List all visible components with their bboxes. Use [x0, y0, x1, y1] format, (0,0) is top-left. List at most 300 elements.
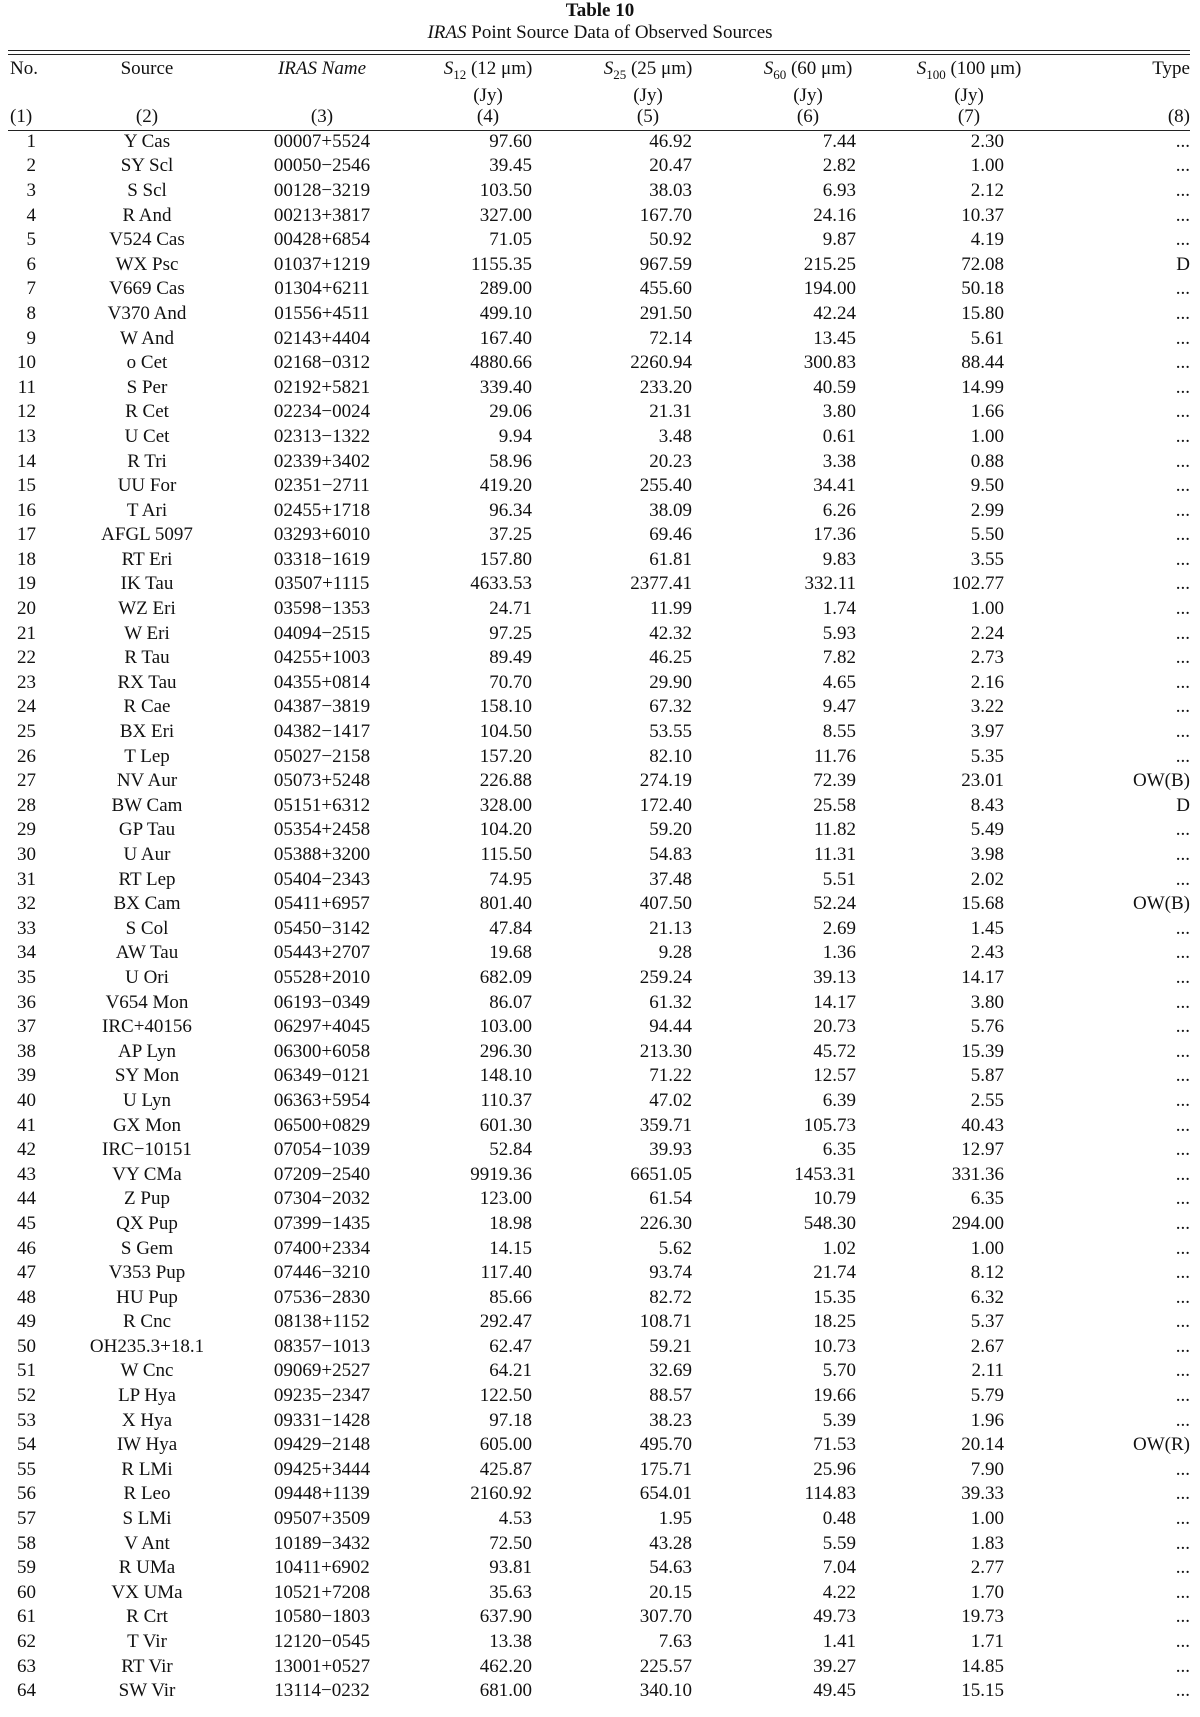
table-row — [8, 474, 1190, 499]
colnum-7: (7) — [957, 105, 981, 127]
cell-no: 63 — [17, 1655, 36, 1677]
cell-s60: 39.13 — [813, 966, 856, 988]
cell-s12: 4880.66 — [470, 352, 532, 374]
cell-s100: 2.30 — [970, 130, 1004, 152]
cell-no: 19 — [17, 573, 36, 595]
cell-no: 61 — [17, 1606, 36, 1628]
table-row — [8, 302, 1190, 327]
cell-s25: 29.90 — [649, 671, 692, 693]
cell-s25: 61.54 — [649, 1188, 692, 1210]
cell-s12: 682.09 — [479, 966, 532, 988]
table-row — [8, 1532, 1190, 1557]
header-s12-band: (12 μm) — [466, 58, 533, 79]
cell-type: ... — [1175, 1114, 1190, 1136]
cell-s25: 72.14 — [649, 327, 692, 349]
header-s12-symbol: S — [443, 58, 454, 79]
cell-s12: 89.49 — [489, 647, 532, 669]
cell-s12: 167.40 — [479, 327, 532, 349]
cell-s12: 64.21 — [489, 1360, 532, 1382]
top-rule-second — [8, 54, 1190, 55]
cell-iras-name: 13001+0527 — [273, 1655, 371, 1677]
cell-no: 39 — [17, 1065, 36, 1087]
cell-s12: 97.25 — [489, 622, 532, 644]
cell-no: 44 — [17, 1188, 36, 1210]
cell-iras-name: 00213+3817 — [273, 204, 371, 226]
cell-source: UU For — [117, 475, 177, 497]
cell-source: R Tau — [124, 647, 170, 669]
cell-source: V Ant — [124, 1532, 170, 1554]
cell-s60: 19.66 — [813, 1385, 856, 1407]
cell-s25: 50.92 — [649, 229, 692, 251]
cell-type: ... — [1175, 696, 1190, 718]
header-s12-sub: 12 — [453, 66, 467, 82]
cell-source: S LMi — [122, 1508, 172, 1530]
cell-s100: 12.97 — [961, 1139, 1004, 1161]
cell-source: V524 Cas — [109, 229, 185, 251]
cell-s25: 32.69 — [649, 1360, 692, 1382]
cell-s25: 340.10 — [639, 1680, 692, 1702]
cell-source: WZ Eri — [118, 598, 176, 620]
cell-iras-name: 10521+7208 — [273, 1581, 371, 1603]
header-s60-sub: 60 — [773, 66, 787, 82]
colnum-8: (8) — [1167, 105, 1190, 127]
table-row — [8, 1581, 1190, 1606]
cell-no: 38 — [17, 1040, 36, 1062]
cell-iras-name: 08138+1152 — [274, 1311, 370, 1333]
cell-type: ... — [1175, 130, 1190, 152]
cell-no: 14 — [17, 450, 36, 472]
cell-s60: 114.83 — [804, 1483, 856, 1505]
cell-type: ... — [1175, 1508, 1190, 1530]
table-row — [8, 327, 1190, 352]
cell-source: V654 Mon — [105, 991, 189, 1013]
header-row — [8, 58, 1190, 106]
cell-source: R Cet — [125, 401, 169, 423]
cell-s12: 292.47 — [479, 1311, 532, 1333]
cell-no: 41 — [17, 1114, 36, 1136]
table-row — [8, 1507, 1190, 1532]
cell-source: BX Eri — [119, 721, 175, 743]
cell-iras-name: 05411+6957 — [274, 893, 370, 915]
cell-s60: 1.02 — [822, 1237, 856, 1259]
table-row — [8, 1384, 1190, 1409]
cell-type: ... — [1175, 622, 1190, 644]
cell-no: 31 — [17, 868, 36, 890]
table-row — [8, 1015, 1190, 1040]
cell-s12: 419.20 — [479, 475, 532, 497]
cell-type: ... — [1175, 573, 1190, 595]
cell-s12: 1155.35 — [470, 253, 532, 275]
cell-s100: 14.99 — [961, 376, 1004, 398]
table-row — [8, 130, 1190, 155]
cell-iras-name: 05443+2707 — [273, 942, 371, 964]
cell-s25: 38.23 — [649, 1409, 692, 1431]
cell-s25: 291.50 — [639, 302, 692, 324]
cell-iras-name: 07400+2334 — [273, 1237, 371, 1259]
cell-s12: 29.06 — [489, 401, 532, 423]
cell-iras-name: 05528+2010 — [273, 966, 371, 988]
cell-iras-name: 04387−3819 — [273, 696, 371, 718]
cell-type: ... — [1175, 721, 1190, 743]
cell-type: ... — [1175, 1458, 1190, 1480]
table-row — [8, 523, 1190, 548]
cell-s100: 10.37 — [961, 204, 1004, 226]
cell-source: U Ori — [125, 966, 169, 988]
cell-source: o Cet — [126, 352, 168, 374]
cell-s100: 102.77 — [951, 573, 1004, 595]
cell-no: 48 — [17, 1286, 36, 1308]
cell-type: ... — [1175, 1163, 1190, 1185]
cell-type: ... — [1175, 844, 1190, 866]
header-s60 — [728, 58, 888, 106]
cell-s25: 82.10 — [649, 745, 692, 767]
cell-s12: 637.90 — [479, 1606, 532, 1628]
cell-source: WX Psc — [115, 253, 179, 275]
cell-no: 21 — [17, 622, 36, 644]
cell-no: 9 — [26, 327, 36, 349]
table-row — [8, 1114, 1190, 1139]
cell-source: S Per — [126, 376, 168, 398]
cell-s25: 20.23 — [649, 450, 692, 472]
cell-no: 64 — [17, 1680, 36, 1702]
cell-s12: 96.34 — [489, 499, 532, 521]
cell-no: 8 — [26, 302, 36, 324]
cell-no: 55 — [17, 1458, 36, 1480]
cell-type: ... — [1175, 745, 1190, 767]
table-row — [8, 892, 1190, 917]
cell-iras-name: 06500+0829 — [273, 1114, 371, 1136]
cell-s100: 1.00 — [970, 1508, 1004, 1530]
cell-s25: 47.02 — [649, 1089, 692, 1111]
cell-s60: 6.93 — [822, 179, 856, 201]
cell-s25: 407.50 — [639, 893, 692, 915]
cell-s100: 15.39 — [961, 1040, 1004, 1062]
cell-s25: 38.03 — [649, 179, 692, 201]
cell-s60: 5.51 — [822, 868, 856, 890]
cell-iras-name: 09429−2148 — [273, 1434, 371, 1456]
table-row — [8, 400, 1190, 425]
cell-s100: 5.76 — [970, 1016, 1004, 1038]
cell-type: ... — [1175, 1286, 1190, 1308]
cell-no: 15 — [17, 475, 36, 497]
cell-s60: 8.55 — [822, 721, 856, 743]
cell-no: 3 — [26, 179, 36, 201]
cell-s25: 9.28 — [658, 942, 692, 964]
table-row — [8, 1655, 1190, 1680]
cell-s100: 9.50 — [970, 475, 1004, 497]
cell-source: R And — [122, 204, 172, 226]
cell-s100: 1.96 — [970, 1409, 1004, 1431]
cell-type: ... — [1175, 179, 1190, 201]
cell-type: ... — [1175, 1680, 1190, 1702]
cell-s60: 10.73 — [813, 1335, 856, 1357]
table-row — [8, 966, 1190, 991]
cell-no: 51 — [17, 1360, 36, 1382]
header-s60-symbol: S — [763, 58, 774, 79]
cell-s60: 5.93 — [822, 622, 856, 644]
cell-s100: 2.99 — [970, 499, 1004, 521]
table-row — [8, 991, 1190, 1016]
cell-source: T Ari — [126, 499, 168, 521]
table-row — [8, 868, 1190, 893]
cell-iras-name: 09448+1139 — [274, 1483, 370, 1505]
cell-s12: 328.00 — [479, 794, 532, 816]
cell-iras-name: 10189−3432 — [273, 1532, 371, 1554]
cell-s25: 495.70 — [639, 1434, 692, 1456]
cell-s60: 105.73 — [803, 1114, 856, 1136]
cell-s60: 1.36 — [822, 942, 856, 964]
cell-s60: 9.47 — [822, 696, 856, 718]
cell-s60: 11.76 — [813, 745, 856, 767]
cell-s100: 8.43 — [970, 794, 1004, 816]
cell-s100: 5.87 — [970, 1065, 1004, 1087]
table-row — [8, 622, 1190, 647]
colnum-1: (1) — [10, 105, 33, 127]
cell-s25: 59.21 — [649, 1335, 692, 1357]
cell-s12: 801.40 — [479, 893, 532, 915]
cell-iras-name: 07054−1039 — [273, 1139, 371, 1161]
cell-s60: 1453.31 — [794, 1163, 856, 1185]
cell-iras-name: 04255+1003 — [273, 647, 371, 669]
cell-s25: 61.32 — [649, 991, 692, 1013]
cell-s25: 46.92 — [649, 130, 692, 152]
cell-no: 24 — [17, 696, 36, 718]
cell-iras-name: 06193−0349 — [273, 991, 371, 1013]
cell-s12: 18.98 — [489, 1212, 532, 1234]
cell-iras-name: 07446−3210 — [273, 1262, 371, 1284]
cell-iras-name: 05151+6312 — [273, 794, 371, 816]
cell-no: 17 — [17, 524, 36, 546]
cell-s25: 225.57 — [639, 1655, 692, 1677]
header-s25-band: (25 μm) — [626, 58, 693, 79]
table-row — [8, 572, 1190, 597]
cell-iras-name: 00007+5524 — [273, 130, 371, 152]
cell-s60: 34.41 — [813, 475, 856, 497]
column-number-row — [8, 106, 1190, 130]
cell-no: 18 — [17, 548, 36, 570]
cell-s100: 15.80 — [961, 302, 1004, 324]
cell-s12: 35.63 — [489, 1581, 532, 1603]
cell-type: ... — [1175, 1065, 1190, 1087]
cell-type: ... — [1175, 155, 1190, 177]
cell-iras-name: 05027−2158 — [273, 745, 371, 767]
cell-type: OW(R) — [1133, 1434, 1190, 1456]
table-title-italic: IRAS — [427, 22, 467, 43]
cell-type: ... — [1175, 1385, 1190, 1407]
cell-source: R Crt — [126, 1606, 168, 1628]
table-row — [8, 1212, 1190, 1237]
cell-s60: 0.48 — [822, 1508, 856, 1530]
cell-type: ... — [1175, 499, 1190, 521]
cell-source: W And — [119, 327, 174, 349]
cell-no: 46 — [17, 1237, 36, 1259]
cell-no: 16 — [17, 499, 36, 521]
table-row — [8, 794, 1190, 819]
cell-s100: 1.66 — [970, 401, 1004, 423]
cell-s60: 332.11 — [804, 573, 856, 595]
cell-s60: 13.45 — [813, 327, 856, 349]
cell-s60: 4.65 — [822, 671, 856, 693]
cell-s25: 108.71 — [639, 1311, 692, 1333]
cell-type: OW(B) — [1133, 770, 1190, 792]
cell-s60: 4.22 — [822, 1581, 856, 1603]
cell-type: ... — [1175, 1557, 1190, 1579]
cell-s60: 49.45 — [813, 1680, 856, 1702]
cell-iras-name: 05450−3142 — [273, 917, 371, 939]
cell-iras-name: 02339+3402 — [273, 450, 371, 472]
cell-s25: 5.62 — [658, 1237, 692, 1259]
cell-s60: 72.39 — [813, 770, 856, 792]
header-iras-name — [236, 58, 408, 106]
cell-iras-name: 03293+6010 — [273, 524, 371, 546]
cell-s25: 43.28 — [649, 1532, 692, 1554]
cell-s12: 93.81 — [489, 1557, 532, 1579]
cell-s100: 1.45 — [970, 917, 1004, 939]
cell-s25: 6651.05 — [630, 1163, 692, 1185]
cell-no: 47 — [17, 1262, 36, 1284]
cell-s100: 5.35 — [970, 745, 1004, 767]
cell-type: D — [1176, 794, 1190, 816]
header-s100-sub: 100 — [926, 66, 946, 82]
cell-s25: 71.22 — [649, 1065, 692, 1087]
cell-s25: 175.71 — [639, 1458, 692, 1480]
cell-source: S Scl — [127, 179, 167, 201]
cell-s25: 7.63 — [658, 1631, 692, 1653]
cell-s60: 7.82 — [822, 647, 856, 669]
iras-data-table — [8, 58, 1190, 1704]
cell-s25: 2377.41 — [630, 573, 692, 595]
cell-s12: 85.66 — [489, 1286, 532, 1308]
table-row — [8, 941, 1190, 966]
cell-s60: 5.39 — [822, 1409, 856, 1431]
cell-s60: 548.30 — [803, 1212, 856, 1234]
cell-no: 7 — [26, 278, 36, 300]
cell-s60: 40.59 — [813, 376, 856, 398]
table-label: Table 10 — [565, 0, 635, 21]
cell-s60: 10.79 — [813, 1188, 856, 1210]
cell-s60: 45.72 — [813, 1040, 856, 1062]
cell-type: ... — [1175, 868, 1190, 890]
cell-s100: 2.55 — [970, 1089, 1004, 1111]
cell-s100: 1.83 — [970, 1532, 1004, 1554]
table-row — [8, 1482, 1190, 1507]
cell-type: ... — [1175, 1532, 1190, 1554]
cell-iras-name: 07536−2830 — [273, 1286, 371, 1308]
table-row — [8, 499, 1190, 524]
cell-s100: 3.97 — [970, 721, 1004, 743]
cell-s12: 97.60 — [489, 130, 532, 152]
cell-type: ... — [1175, 942, 1190, 964]
cell-iras-name: 09507+3509 — [273, 1508, 371, 1530]
cell-s12: 74.95 — [489, 868, 532, 890]
table-title — [0, 22, 1200, 44]
table-row — [8, 1605, 1190, 1630]
cell-s60: 21.74 — [813, 1262, 856, 1284]
cell-type: ... — [1175, 1360, 1190, 1382]
cell-iras-name: 02234−0024 — [273, 401, 371, 423]
cell-no: 56 — [17, 1483, 36, 1505]
cell-s60: 9.83 — [822, 548, 856, 570]
table-row — [8, 720, 1190, 745]
cell-source: IRC+40156 — [102, 1016, 192, 1038]
cell-s12: 289.00 — [479, 278, 532, 300]
cell-s25: 226.30 — [639, 1212, 692, 1234]
cell-type: ... — [1175, 548, 1190, 570]
cell-type: ... — [1175, 966, 1190, 988]
cell-iras-name: 02455+1718 — [273, 499, 371, 521]
cell-s100: 0.88 — [970, 450, 1004, 472]
table-row — [8, 843, 1190, 868]
header-s25-sub: 25 — [613, 66, 627, 82]
cell-source: R Leo — [123, 1483, 171, 1505]
table-row — [8, 425, 1190, 450]
cell-iras-name: 06363+5954 — [273, 1089, 371, 1111]
cell-s25: 42.32 — [649, 622, 692, 644]
cell-s12: 115.50 — [480, 844, 532, 866]
cell-s60: 15.35 — [813, 1286, 856, 1308]
colnum-2: (2) — [135, 105, 159, 127]
cell-source: IK Tau — [120, 573, 174, 595]
cell-s25: 167.70 — [639, 204, 692, 226]
cell-s60: 6.26 — [822, 499, 856, 521]
cell-source: W Cnc — [120, 1360, 174, 1382]
cell-s25: 259.24 — [639, 966, 692, 988]
cell-s12: 158.10 — [479, 696, 532, 718]
cell-s100: 331.36 — [951, 1163, 1004, 1185]
cell-s12: 425.87 — [479, 1458, 532, 1480]
cell-type: ... — [1175, 1139, 1190, 1161]
cell-s25: 3.48 — [658, 425, 692, 447]
cell-source: R UMa — [118, 1557, 176, 1579]
cell-s12: 327.00 — [479, 204, 532, 226]
table-row — [8, 818, 1190, 843]
cell-iras-name: 09069+2527 — [273, 1360, 371, 1382]
cell-s12: 86.07 — [489, 991, 532, 1013]
cell-source: RT Lep — [118, 868, 176, 890]
cell-s25: 233.20 — [639, 376, 692, 398]
cell-s60: 12.57 — [813, 1065, 856, 1087]
cell-type: ... — [1175, 352, 1190, 374]
cell-source: V353 Pup — [108, 1262, 186, 1284]
cell-no: 54 — [17, 1434, 36, 1456]
cell-s25: 46.25 — [649, 647, 692, 669]
cell-s100: 294.00 — [951, 1212, 1004, 1234]
cell-iras-name: 05354+2458 — [273, 819, 371, 841]
cell-no: 57 — [17, 1508, 36, 1530]
cell-source: SW Vir — [118, 1680, 176, 1702]
cell-s100: 1.71 — [970, 1631, 1004, 1653]
cell-iras-name: 06300+6058 — [273, 1040, 371, 1062]
cell-type: ... — [1175, 1483, 1190, 1505]
table-row — [8, 1237, 1190, 1262]
cell-no: 4 — [26, 204, 36, 226]
cell-s12: 681.00 — [479, 1680, 532, 1702]
cell-type: ... — [1175, 917, 1190, 939]
table-row — [8, 450, 1190, 475]
cell-s12: 72.50 — [489, 1532, 532, 1554]
cell-s12: 103.00 — [479, 1016, 532, 1038]
cell-s25: 359.71 — [639, 1114, 692, 1136]
cell-s100: 6.32 — [970, 1286, 1004, 1308]
cell-type: ... — [1175, 401, 1190, 423]
cell-no: 58 — [17, 1532, 36, 1554]
cell-iras-name: 05388+3200 — [273, 844, 371, 866]
cell-s25: 82.72 — [649, 1286, 692, 1308]
cell-no: 43 — [17, 1163, 36, 1185]
cell-s12: 9.94 — [498, 425, 532, 447]
cell-no: 13 — [17, 425, 36, 447]
cell-iras-name: 02168−0312 — [273, 352, 371, 374]
